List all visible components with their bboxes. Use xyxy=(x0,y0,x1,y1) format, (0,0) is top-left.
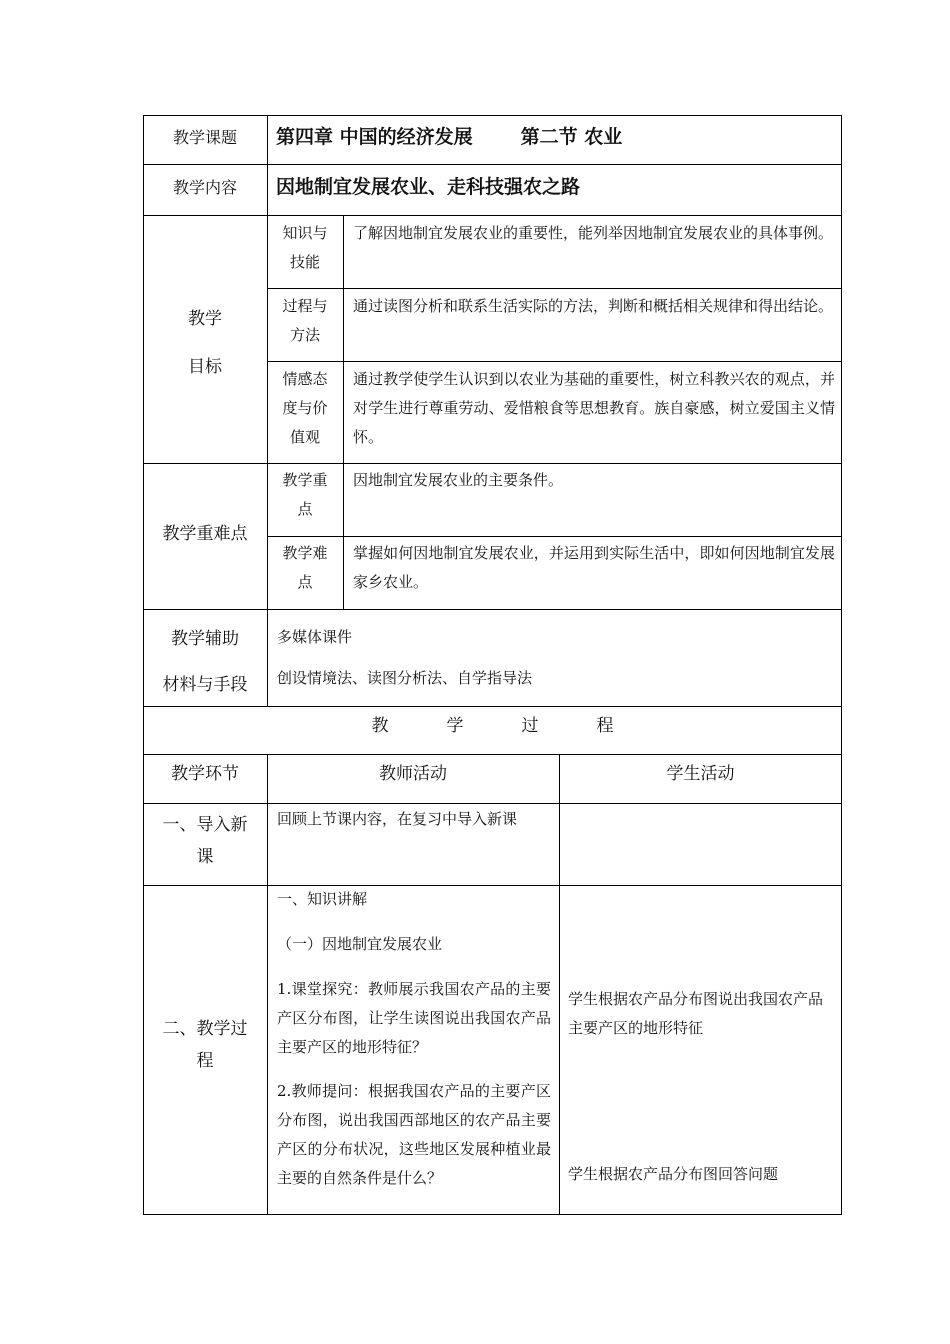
stage1-teacher-activity: 回顾上节课内容，在复习中导入新课 xyxy=(277,810,518,828)
keypoint-text-focus: 因地制宜发展农业的主要条件。 xyxy=(353,471,564,489)
column-header-teacher: 教师活动 xyxy=(379,764,447,784)
stage1-label-line2: 课 xyxy=(196,847,214,867)
column-header-student: 学生活动 xyxy=(666,764,735,784)
stage2-student-activity-1: 学生根据农产品分布图说出我国农产品主要产区的地形特征 xyxy=(568,990,824,1037)
sublabel-line: 过程与 xyxy=(282,297,328,315)
aids-label-line2: 材料与手段 xyxy=(162,675,248,695)
objectives-label-line2: 目标 xyxy=(188,357,222,377)
objective-text-attitude: 通过教学使学生认识到以农业为基础的重要性，树立科教兴农的观点，并对学生进行尊重劳动、爱惜粮食等思想教育。族自豪感，树立爱国主义情怀。 xyxy=(353,370,835,446)
sublabel-line: 点 xyxy=(297,500,313,518)
stage2-label-line2: 程 xyxy=(196,1051,214,1071)
process-header-char: 教 xyxy=(371,716,389,736)
sublabel-line: 度与价 xyxy=(282,399,328,417)
aids-line2: 创设情境法、读图分析法、自学指导法 xyxy=(277,669,533,687)
stage2-label xyxy=(143,1013,267,1077)
column-divider xyxy=(343,215,344,609)
stage1-label xyxy=(143,809,267,873)
row-divider xyxy=(267,536,842,537)
keypoint-sublabel-focus xyxy=(267,466,343,524)
row-divider xyxy=(143,463,842,464)
topic-value xyxy=(276,123,836,152)
sublabel-line: 技能 xyxy=(289,253,320,271)
row-divider xyxy=(143,609,842,610)
sublabel-line: 点 xyxy=(297,573,313,591)
content-value: 因地制宜发展农业、走科技强农之路 xyxy=(276,176,581,198)
row-divider xyxy=(143,164,842,165)
stage2-student-activity-2: 学生根据农产品分布图回答问题 xyxy=(568,1165,779,1183)
process-header xyxy=(143,712,842,741)
aids-line1: 多媒体课件 xyxy=(277,628,353,646)
sublabel-line: 教学重 xyxy=(282,471,328,489)
row-divider xyxy=(143,215,842,216)
column-header-stage: 教学环节 xyxy=(171,764,239,784)
sublabel-line: 方法 xyxy=(289,326,320,344)
objectives-label xyxy=(143,295,267,391)
stage1-label-line1: 一、导入新 xyxy=(162,815,248,835)
section-title: 第二节 农业 xyxy=(520,126,623,148)
row-divider xyxy=(143,803,842,804)
sublabel-line: 知识与 xyxy=(282,224,328,242)
keypoints-label: 教学重难点 xyxy=(162,524,248,544)
sublabel-line: 值观 xyxy=(289,428,320,446)
column-divider xyxy=(267,754,268,1215)
objective-text-knowledge: 了解因地制宜发展农业的重要性，能列举因地制宜发展农业的具体事例。 xyxy=(353,224,834,242)
objective-sublabel-process xyxy=(267,292,343,350)
stage2-teacher-subheading: （一）因地制宜发展农业 xyxy=(277,935,443,953)
row-divider xyxy=(267,361,842,362)
stage2-teacher-heading: 一、知识讲解 xyxy=(277,890,368,908)
keypoint-text-difficulty: 掌握如何因地制宜发展农业，并运用到实际生活中，即如何因地制宜发展家乡农业。 xyxy=(353,544,835,591)
objective-sublabel-knowledge xyxy=(267,219,343,277)
topic-label: 教学课题 xyxy=(172,128,237,147)
keypoint-sublabel-difficulty xyxy=(267,539,343,597)
row-divider xyxy=(267,288,842,289)
process-header-char: 过 xyxy=(521,716,539,736)
stage2-label-line1: 二、教学过 xyxy=(162,1019,248,1039)
aids-label-line1: 教学辅助 xyxy=(171,629,239,649)
process-header-char: 程 xyxy=(596,716,614,736)
objectives-label-line1: 教学 xyxy=(188,309,222,329)
sublabel-line: 教学难 xyxy=(282,544,328,562)
content-label: 教学内容 xyxy=(172,178,237,197)
objective-sublabel-attitude xyxy=(267,365,343,452)
column-divider xyxy=(559,754,560,1215)
aids-label xyxy=(143,616,267,708)
stage2-teacher-item1: 1.课堂探究：教师展示我国农产品的主要产区分布图，让学生读图说出我国农产品主要产区的地形特征？ xyxy=(277,980,551,1056)
chapter-title: 第四章 中国的经济发展 xyxy=(276,126,473,148)
sublabel-line: 情感态 xyxy=(282,370,328,388)
aids-value xyxy=(277,617,832,699)
objective-text-process: 通过读图分析和联系生活实际的方法，判断和概括相关规律和得出结论。 xyxy=(353,297,834,315)
process-header-char: 学 xyxy=(446,716,464,736)
row-divider xyxy=(143,754,842,755)
stage2-teacher-item2: 2.教师提问：根据我国农产品的主要产区分布图，说出我国西部地区的农产品主要产区的分布状况，这些地区发展种植业最主要的自然条件是什么？ xyxy=(277,1082,551,1187)
